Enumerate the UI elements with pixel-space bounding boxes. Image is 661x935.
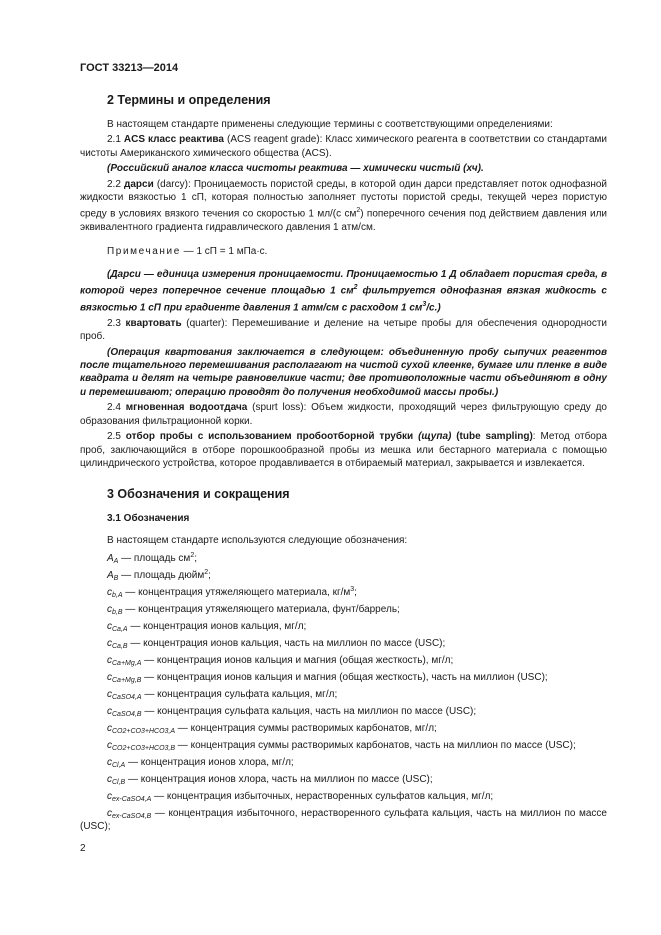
symbol-item	[80, 807, 607, 834]
symbol-base: c	[107, 637, 112, 649]
document-header: ГОСТ 33213—2014	[80, 62, 179, 74]
symbol-base: c	[107, 739, 112, 751]
symbol-description: — концентрация ионов хлора, мг/л;	[125, 756, 294, 768]
symbol-item	[80, 688, 607, 701]
symbol-subscript: CO2+CO3+HCO3,A	[112, 727, 176, 735]
symbol-base: c	[107, 705, 112, 717]
term-2-3-name: квартовать	[125, 317, 182, 329]
section-3-title: 3 Обозначения и сокращения	[107, 487, 290, 502]
symbol-subscript: Ca,B	[112, 642, 128, 650]
symbol-base: c	[107, 790, 112, 802]
symbol-item	[80, 739, 607, 752]
symbol-description: — концентрация избыточных, нерастворенных сульфатов кальция, мг/л;	[151, 790, 494, 802]
symbol-description: — концентрация утяжеляющего материала, кг/м	[122, 586, 351, 598]
symbol-description: — площадь дюйм	[118, 569, 205, 581]
term-2-1: 2.1 ACS класс реактива (ACS reagent grade): Класс химического реагента в соответствии со стандартами чистоты Американского химического общества (ACS).	[80, 134, 607, 159]
symbol-item	[80, 773, 607, 786]
symbol-description: — концентрация суммы растворимых карбонатов, часть на миллион по массе (USC);	[175, 739, 576, 751]
symbol-base: c	[107, 688, 112, 700]
symbol-subscript: CaSO4,B	[112, 710, 142, 718]
note-paragraph: Примечание — 1 сП = 1 мПа·с.	[107, 245, 268, 257]
symbol-base: A	[107, 552, 114, 564]
symbol-subscript: Cl,A	[112, 761, 126, 769]
symbol-item	[80, 637, 607, 650]
symbol-description: — площадь см	[118, 552, 191, 564]
symbol-description: — концентрация избыточного, нерастворенного сульфата кальция, часть на миллион по массе (USC);	[80, 807, 607, 833]
symbol-base: c	[107, 807, 112, 819]
section-2-title: 2 Термины и определения	[107, 93, 271, 107]
symbol-item	[80, 620, 607, 633]
term-2-3: 2.3 квартовать (quarter): Перемешивание и деление на четыре пробы для обеспечения однородности проб.	[80, 317, 607, 343]
symbol-base: c	[107, 773, 112, 785]
symbol-list	[80, 552, 607, 834]
symbol-base: c	[107, 603, 112, 615]
symbol-base: A	[107, 569, 114, 581]
term-2-2-name: дарси	[124, 178, 154, 190]
symbol-description: — концентрация ионов кальция, часть на миллион по массе (USC);	[127, 637, 446, 649]
page-number: 2	[80, 843, 86, 854]
note-label: Примечание	[107, 245, 181, 257]
term-2-3-note: (Операция квартования заключается в следующем: объединенную пробу сыпучих реагентов после тщательного перемешивания располагают на чистой сухой клеенке, бумаге или пленке в виде квадрата и делят на четыре равновеликие части; две противоположные части объединяют в одну и перемешивают; операцию проводят до получения необходимой массы пробы.)	[80, 346, 607, 398]
symbol-item	[80, 705, 607, 718]
term-2-2: 2.2 дарси (darcy): Проницаемость пористой среды, в которой один дарси представляет поток однофазной жидкости вязкостью 1 сП, которая полностью заполняет пустоты пористой среды, текущей через пористую среду в условиях вязкого течения со скоростью 1 мл/(с $см^2$) поперечного сечения под действием давления или эквивалентного градиента гидравлического давления 1 атм/см.	[80, 178, 607, 234]
symbol-base: c	[107, 756, 112, 768]
symbol-subscript: CaSO4,A	[112, 693, 142, 701]
symbol-item	[80, 756, 607, 769]
symbol-base: c	[107, 722, 112, 734]
section-3-intro: В настоящем стандарте используются следующие обозначения:	[107, 535, 408, 547]
symbol-description: — концентрация ионов кальция и магния (общая жесткость), мг/л;	[141, 654, 454, 666]
symbol-subscript: Cl,B	[112, 778, 126, 786]
symbol-subscript: Ca+Mg,B	[112, 676, 142, 684]
symbol-description: — концентрация суммы растворимых карбонатов, мг/л;	[175, 722, 437, 734]
section-3-1-title: 3.1 Обозначения	[107, 513, 190, 525]
section-2-intro: В настоящем стандарте применены следующие термины с соответствующими определениями:	[107, 119, 553, 130]
symbol-description: — концентрация утяжеляющего материала, фунт/баррель;	[122, 603, 400, 615]
symbol-description: — концентрация сульфата кальция, мг/л;	[141, 688, 338, 700]
symbol-item	[80, 722, 607, 735]
term-2-1-name: ACS класс реактива	[123, 134, 224, 146]
darcy-explanation: (Дарси — единица измерения проницаемости. Проницаемостью 1 Д обладает пористая среда, в которой через поперечное сечение площадью 1 $см^2$ фильтруется однофазная вязкая жидкость с вязкостью 1 сП при градиенте давления 1 атм/см с расходом 1 $см^3/с$.)	[80, 268, 607, 314]
symbol-base: c	[107, 620, 112, 632]
symbol-description: — концентрация ионов хлора, часть на миллион по массе (USC);	[125, 773, 433, 785]
symbol-subscript: ex-CaSO4,A	[112, 795, 152, 803]
symbol-item: $A_A$ — площадь $см^2$;	[107, 551, 197, 565]
symbol-subscript: b,A	[112, 591, 123, 599]
symbol-subscript: Ca+Mg,A	[112, 659, 142, 667]
symbol-description: — концентрация ионов кальция и магния (общая жесткость), часть на миллион (USC);	[141, 671, 548, 683]
symbol-subscript: b,B	[112, 608, 123, 616]
term-2-1-note: (Российский аналог класса чистоты реактива — химически чистый (хч).	[107, 163, 484, 175]
symbol-base: c	[107, 671, 112, 683]
symbol-item	[80, 603, 607, 616]
symbol-base: c	[107, 586, 112, 598]
symbol-item	[80, 671, 607, 684]
symbol-item	[80, 790, 607, 803]
symbol-description: — концентрация сульфата кальция, часть на миллион по массе (USC);	[141, 705, 477, 717]
term-2-4: 2.4 мгновенная водоотдача (spurt loss): Объем жидкости, проходящий через фильтрующую среду до образования фильтрационной корки.	[80, 402, 607, 427]
symbol-item: $c_{b,A}$ — концентрация утяжеляющего материала, $кг/м^3$;	[107, 585, 357, 599]
symbol-base: c	[107, 654, 112, 666]
symbol-item: $A_B$ — площадь дюйм$^2$;	[107, 568, 211, 582]
symbol-subscript: A	[113, 557, 119, 565]
symbol-item	[80, 654, 607, 667]
symbol-subscript: ex-CaSO4,B	[112, 812, 152, 820]
term-2-5: 2.5 отбор пробы с использованием пробоотборной трубки (щупа) (tube sampling): Метод отбора проб, заключающийся в отборе порошкообразной пробы из мешка или бестарного материала с помощью цилиндрического устройства, которое продавливается в отбираемый материал, закрывается и извлекается.	[80, 431, 607, 469]
term-2-5-name: отбор пробы с использованием пробоотборной трубки	[125, 431, 414, 443]
symbol-description: — концентрация ионов кальция, мг/л;	[127, 620, 307, 632]
document-body	[80, 92, 607, 837]
symbol-subscript: CO2+CO3+HCO3,B	[112, 744, 176, 752]
symbol-subscript: Ca,A	[112, 625, 128, 633]
symbol-subscript: B	[113, 574, 119, 582]
term-2-4-name: мгновенная водоотдача	[125, 402, 248, 414]
